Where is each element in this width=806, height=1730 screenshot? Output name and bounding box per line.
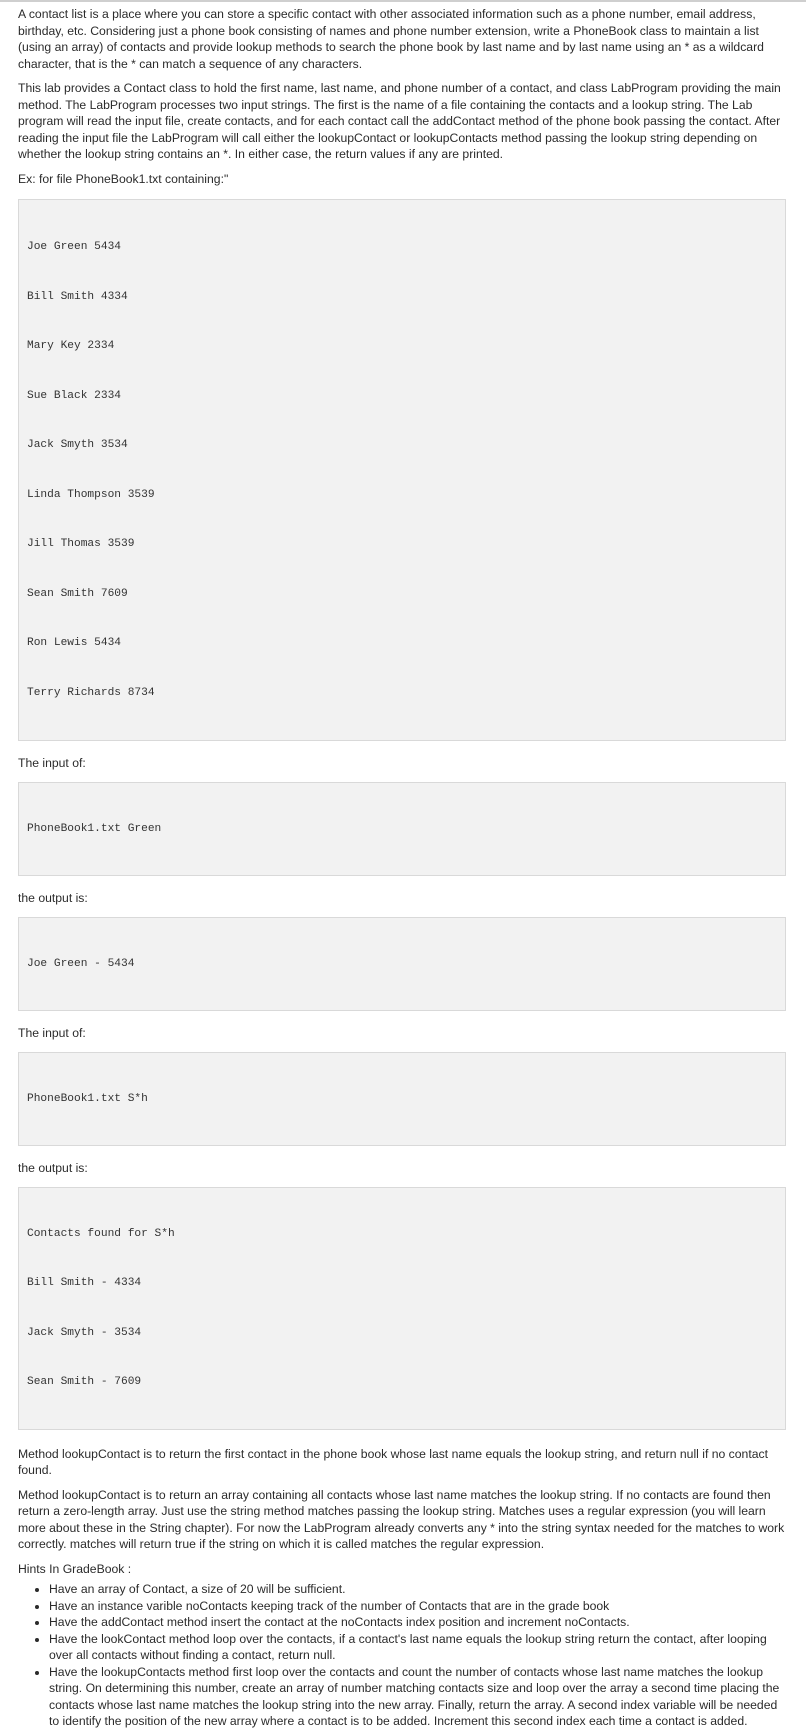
hint-item: • Have the lookupContacts method first loop over the contacts and count the number of contacts whose last name matches the lookup string. On determining this number, create an array of number matching contacts size and loop over the array a second time placing the contacts whose last name matches the lookup string into the new array. Finally, return the array. A second index variable will be needed to identify the position of the new array where a contact is to be added. Increment this second index each time a contact is added. [49, 1664, 786, 1730]
lookup-contacts-paragraph: Method lookupContact is to return an array containing all contacts whose last name matches the lookup string. If no contacts are found then return a zero-length array. Just use the string method matches passing the lookup string. Matches uses a regular expression (you will learn more about these in the String chapter). For now the LabProgram already converts any * into the string syntax needed for the matches to work correctly. matches will return true if the string on which it is called matches the regular expression. [18, 1487, 785, 1551]
code-line: PhoneBook1.txt S*h [27, 1092, 148, 1105]
hint-item: • Have an array of Contact, a size of 20 will be sufficient. [49, 1581, 786, 1598]
code-line: Mary Key 2334 [27, 340, 115, 352]
example2-output-block [18, 1187, 786, 1430]
code-line: Jack Smyth - 3534 [27, 1326, 142, 1339]
example1-input-block [18, 782, 786, 877]
phonebook-file-block [18, 199, 786, 741]
intro-paragraph-2: This lab provides a Contact class to hold the first name, last name, and phone number of a contact, and class LabProgram providing the main method. The LabProgram processes two input strings. The first is the name of a file containing the contacts and a lookup string. The Lab program will read the input file, create contacts, and for each contact call the addContact method of the phone book passing the contact. After reading the input file the LabProgram will call either the lookupContact or lookupContacts method passing the lookup string depending on whether the lookup string contains an *. In either case, the return values if any are printed. [18, 81, 781, 161]
example2-output-label: the output is: [18, 1161, 88, 1175]
code-line: Ron Lewis 5434 [27, 637, 121, 649]
lab-description [18, 6, 786, 1730]
code-line: Terry Richards 8734 [27, 686, 155, 699]
example1-input-label: The input of: [18, 756, 86, 770]
code-line: Joe Green - 5434 [27, 957, 135, 970]
code-line: Bill Smith - 4334 [27, 1277, 142, 1289]
hint-item: • Have the addContact method insert the contact at the noContacts index position and increment noContacts. [49, 1614, 786, 1631]
example1-output-label: the output is: [18, 891, 88, 905]
example-file-caption: Ex: for file PhoneBook1.txt containing:" [18, 171, 229, 186]
example1-output-block [18, 917, 786, 1012]
example2-input-block [18, 1052, 786, 1147]
code-line: Bill Smith 4334 [27, 290, 128, 303]
code-line: PhoneBook1.txt Green [27, 822, 162, 835]
code-line: Jill Thomas 3539 [27, 538, 135, 550]
code-line: Sean Smith - 7609 [27, 1376, 142, 1388]
code-line: Joe Green 5434 [27, 241, 121, 253]
code-line: Sue Black 2334 [27, 389, 121, 402]
hint-item: • Have an instance varible noContacts keeping track of the number of Contacts that are in the grade book [49, 1598, 786, 1615]
top-divider [0, 0, 806, 2]
hints-heading: Hints In GradeBook : [18, 1561, 132, 1576]
hint-item: • Have the lookContact method loop over the contacts, if a contact's last name equals the lookup string return the contact, after looping over all contacts without finding a contact, return null. [49, 1631, 786, 1664]
code-line: Contacts found for S*h [27, 1227, 175, 1240]
code-line: Sean Smith 7609 [27, 587, 128, 600]
example2-input-label: The input of: [18, 1026, 86, 1040]
intro-paragraph-1: A contact list is a place where you can store a specific contact with other associated information such as a phone number, email address, birthday, etc. Considering just a phone book consisting of names and phone number extension, write a PhoneBook class to maintain a list (using an array) of contacts and provide lookup methods to search the phone book by last name and by last name using an * as a wildcard character, that is the * can match a sequence of any characters. [18, 7, 764, 71]
code-line: Linda Thompson 3539 [27, 488, 155, 501]
hints-list [18, 1581, 786, 1730]
lookup-contact-paragraph: Method lookupContact is to return the first contact in the phone book whose last name equals the lookup string, and return null if no contact found. [18, 1446, 768, 1477]
code-line: Jack Smyth 3534 [27, 439, 128, 451]
